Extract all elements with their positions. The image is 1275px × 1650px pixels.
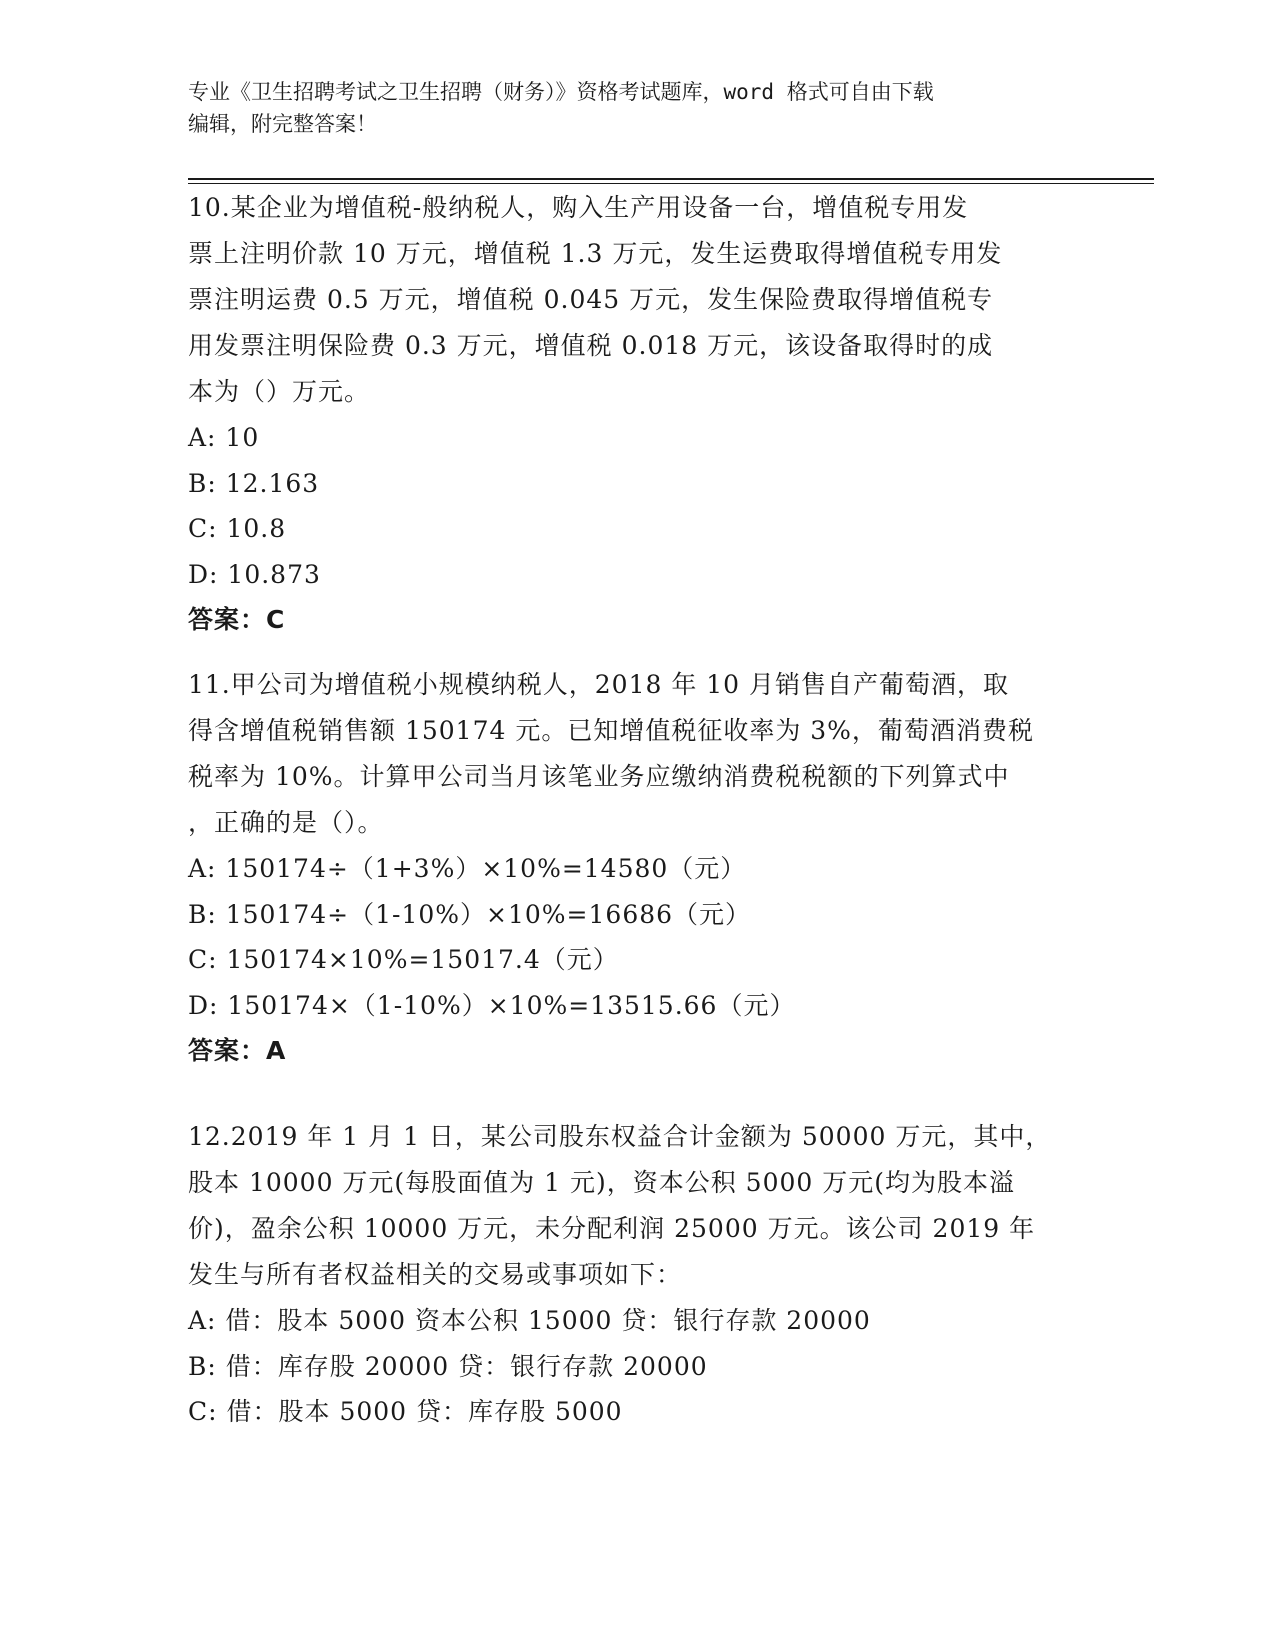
question-text-line: 股本 10000 万元(每股面值为 1 元)，资本公积 5000 万元(均为股本溢 [188,1168,1016,1197]
header-divider-thin [188,183,1154,184]
option-a: A: 10 [188,423,260,452]
question-text-line: 价)，盈余公积 10000 万元，未分配利润 25000 万元。该公司 2019 年 [188,1214,1036,1243]
option-d: D: 10.873 [188,559,321,589]
option-c: C: 借：股本 5000 贷：库存股 5000 [188,1397,623,1426]
question-text-line: 得含增值税销售额 150174 元。已知增值税征收率为 3%，葡萄酒消费税 [188,716,1034,745]
question-text-line: ，正确的是（）。 [188,808,384,837]
question-text-line: 税率为 10%。计算甲公司当月该笔业务应缴纳消费税税额的下列算式中 [188,762,1010,791]
question-10 [188,185,1078,643]
header-line-1: 专业《卫生招聘考试之卫生招聘（财务）》资格考试题库，word 格式可自由下载 [188,80,934,104]
question-text-line: 发生与所有者权益相关的交易或事项如下： [188,1260,683,1289]
question-text-line: 10.某企业为增值税-般纳税人，购入生产用设备一台，增值税专用发 [188,193,969,222]
option-a: A: 借：股本 5000 资本公积 15000 贷：银行存款 20000 [188,1306,871,1335]
option-c: C: 10.8 [188,514,287,543]
header-divider-thick [188,178,1154,180]
question-text-line: 票注明运费 0.5 万元，增值税 0.045 万元，发生保险费取得增值税专 [188,285,994,314]
question-11 [188,662,1078,1074]
question-text-line: 本为（）万元。 [188,377,371,406]
option-a: A: 150174÷（1+3%）×10%=14580（元） [188,854,747,883]
option-d: D: 150174×（1-10%）×10%=13515.66（元） [188,990,796,1020]
option-b: B: 150174÷（1-10%）×10%=16686（元） [188,899,752,929]
answer-line: 答案：C [188,605,286,634]
answer-line: 答案：A [188,1036,287,1065]
question-text-line: 票上注明价款 10 万元，增值税 1.3 万元，发生运费取得增值税专用发 [188,239,1003,268]
option-b: B: 借：库存股 20000 贷：银行存款 20000 [188,1351,708,1381]
option-c: C: 150174×10%=15017.4（元） [188,945,619,974]
question-12 [188,1114,1078,1435]
option-b: B: 12.163 [188,468,320,498]
question-text-line: 11.甲公司为增值税小规模纳税人，2018 年 10 月销售自产葡萄酒，取 [188,670,1010,699]
question-text-line: 用发票注明保险费 0.3 万元，增值税 0.018 万元，该设备取得时的成 [188,331,994,360]
document-header [188,76,1068,140]
question-text-line: 12.2019 年 1 月 1 日，某公司股东权益合计金额为 50000 万元，其中， [188,1122,1052,1151]
header-line-2: 编辑，附完整答案！ [188,112,377,136]
